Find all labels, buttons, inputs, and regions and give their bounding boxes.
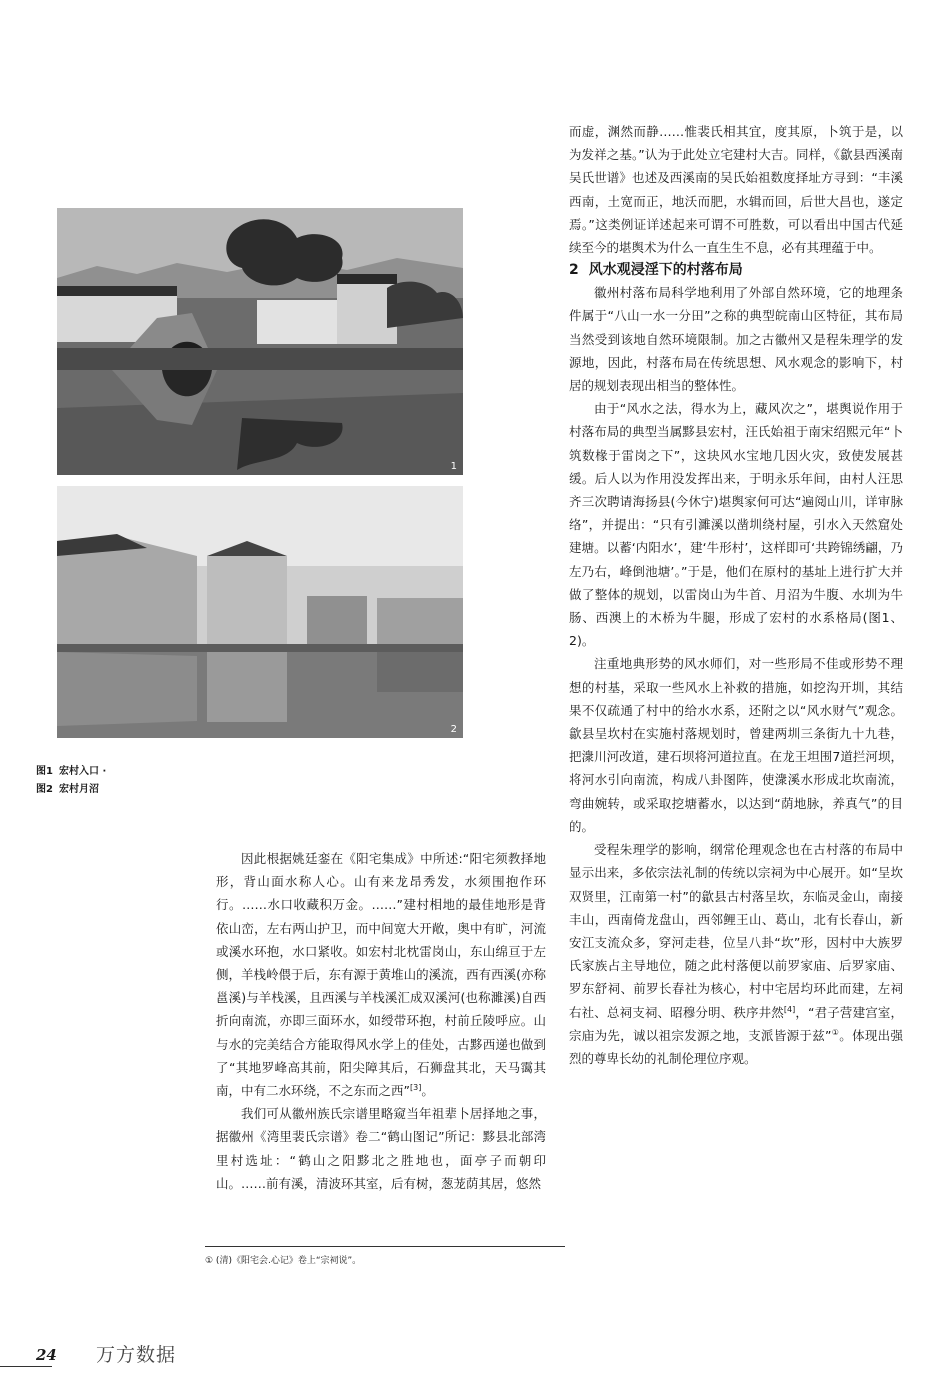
paragraph-text: 因此根据姚廷銮在《阳宅集成》中所述:“阳宅须教择地形，背山面水称人心。山有来龙昂秀发，水须围抱作环行。……水口收藏积万金。……”建村相地的最佳地形是背依山峦，左右两山护卫，而中间宽大开敞，奥中有旷，河流或溪水环抱，水口紧收。如宏村北枕雷岗山，东山绵亘于左侧，羊栈岭偎于后，东有源于黄堆山的溪流，西有西溪(亦称邕溪)与羊栈溪，且西溪与羊栈溪汇成双溪河(也称濉溪)自西折向南流，亦即三面环水，如绶带环抱，村前丘陵呼应。山与水的完美结合方能取得风水学上的佳处，古黟西递也做到了“其地罗峰高其前，阳尖障其后，石狮盘其北，天马霭其南，中有二水环绕，不之东而之西”	[216, 851, 546, 1099]
figure-1-photo	[57, 208, 463, 475]
caption-1-text: 宏村入口 ·	[58, 766, 107, 777]
figure-captions	[36, 763, 106, 799]
section-number: 2	[569, 262, 579, 279]
paragraph: 我们可从徽州族氏宗谱里略窥当年祖辈卜居择地之事，据徽州《湾里裴氏宗谱》卷二“鹤山图记”所记：黟县北部湾里村选址：“鹤山之阳黟北之胜地也，面亭子而朝印山。……前有溪，清波环其室，后有树，葱茏荫其居，悠然	[216, 1106, 546, 1191]
section-title: 风水观浸淫下的村落布局	[588, 262, 743, 279]
left-text-column	[216, 847, 546, 1195]
paragraph	[216, 847, 546, 1102]
caption-2-text: 宏村月沼	[58, 784, 99, 795]
figure-1-number: 1	[450, 461, 457, 472]
section-heading	[569, 259, 903, 281]
paragraph: 注重地典形势的风水师们，对一些形局不佳或形势不理想的村基，采取一些风水上补救的措施，如挖沟开圳，其结果不仅疏通了村中的给水水系，还附之以“风水财气”观念。歙县呈坎村在实施村落规划时，曾建两圳三条街九十九巷，把潨川河改道，建石坝将河道拉直。在龙王坦围7道拦河坝，将河水引向南流，构成八卦图阵，使潨溪水形成北坎南流，弯曲婉转，或采取挖塘蓄水，以达到“荫地脉，养真气”的目的。	[569, 656, 903, 834]
paragraph-text: 。体现出强烈的尊卑长幼的礼制伦理位序观。	[569, 1027, 903, 1066]
paragraph: 由于“风水之法，得水为上，藏风次之”，堪舆说作用于村落布局的典型当属黟县宏村，汪氏始祖于南宋绍熙元年“卜筑数椽于雷岗之下”，这块风水宝地几因火灾，致使发展甚缓。后人以为作用没发挥出来，于明永乐年间，由村人汪思齐三次聘请海扬县(今休宁)堪舆家何可达“遍阅山川，详审脉络”，并提出：“只有引濉溪以凿圳绕村屋，引水入天然窟处建塘。以蓄‘内阳水’，建‘牛形村’，这样即可‘共跨锦绣翩，乃左乃右，峰倒池塘’。”于是，他们在原村的基址上进行扩大并做了整体的规划，以雷岗山为牛首、月沼为牛腹、水圳为牛肠、西澳上的木桥为牛腿，形成了宏村的水系格局(图1、2)。	[569, 401, 903, 649]
moon-pond-image	[57, 486, 463, 738]
paragraph: 而虚，渊然而静……惟裴氏相其宜，度其原，卜筑于是，以为发祥之基。”认为于此处立宅建村大吉。同样，《歙县西溪南吴氏世谱》也述及西溪南的吴氏始祖数度择址方寻到：“丰溪西南，土宽而正，地沃而肥，水辑而回，后世大昌也，遂定焉。”这类例证详述起来可谓不可胜数，可以看出中国古代延续至今的堪舆术为什么一直生生不息，必有其理蕴于中。	[569, 124, 903, 256]
figure-2-number: 2	[450, 724, 457, 735]
caption-2-number: 图2	[36, 784, 53, 795]
paragraph-text: 受程朱理学的影响，纲常伦理观念也在古村落的布局中显示出来，多依宗法礼制的传统以宗祠为中心展开。如“呈坎双贤里，江南第一村”的歙县古村落呈坎，东临灵金山，南接丰山，西南倚龙盘山，西邻鲤王山、葛山，北有长春山，新安江支流众多，穿河走巷，位呈八卦“坎”形，因村中大族罗氏家族占主导地位，随之此村落便以前罗家庙、后罗家庙、罗东舒祠、前罗长春社为核心，村中宅居均环此而建，左祠右社、总祠支祠、昭穆分明、秩序井然	[569, 842, 903, 1020]
paragraph: 徽州村落布局科学地利用了外部自然环境，它的地理条件属于“八山一水一分田”之称的典型皖南山区特征，其布局当然受到该地自然环境限制。加之古徽州又是程朱理学的发源地，因此，村落布局在传统思想、风水观念的影响下，村居的规划表现出相当的整体性。	[569, 285, 903, 394]
caption-figure-1	[36, 763, 106, 781]
caption-1-number: 图1	[36, 766, 53, 777]
village-entrance-image	[57, 208, 463, 475]
right-text-column	[569, 120, 903, 1070]
watermark: 万方数据	[96, 1344, 177, 1366]
figure-2-photo	[57, 486, 463, 738]
citation: [4]	[783, 1004, 796, 1014]
paragraph-text: ，“君子营建宫室，宗庙为先，诚以祖宗发源之地，支派皆源于兹”	[569, 1004, 903, 1043]
page-number-rule	[0, 1366, 52, 1367]
footnote: ① (清)《阳宅会.心记》卷上“宗祠说”。	[205, 1256, 362, 1266]
footnote-ref: ①	[831, 1027, 840, 1037]
footnote-rule	[205, 1246, 565, 1247]
page-number: 24	[36, 1346, 57, 1364]
paragraph	[569, 838, 903, 1070]
citation: [3]	[409, 1082, 422, 1092]
caption-figure-2	[36, 781, 106, 799]
paragraph-text: 。	[421, 1083, 434, 1099]
